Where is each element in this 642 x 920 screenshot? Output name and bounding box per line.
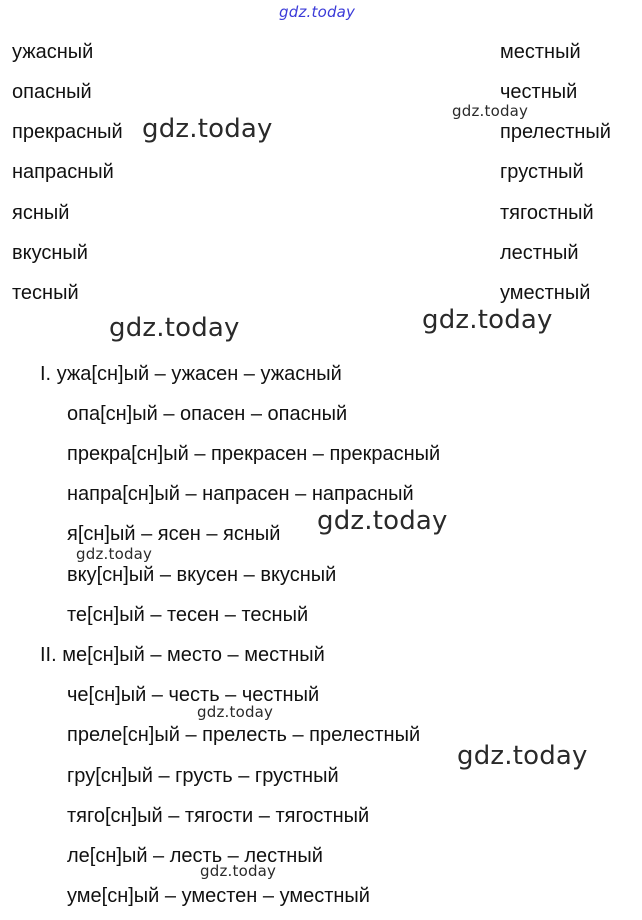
watermark: gdz.today [457,741,588,771]
word-left-6: вкусный [12,242,88,264]
word-left-4: напрасный [12,161,114,183]
section-2-line-5: тяго[сн]ый – тягости – тягостный [67,805,370,827]
section-2-line-6: ле[сн]ый – лесть – лестный [67,845,323,867]
section-2-numeral: II. [40,644,57,666]
section-2-line-1 [40,643,325,667]
word-left-3: прекрасный [12,121,123,143]
section-1-line-4: напра[сн]ый – напрасен – напрасный [67,483,414,505]
watermark: gdz.today [200,862,277,880]
word-right-4: грустный [500,161,584,183]
watermark: gdz.today [142,114,273,144]
section-2-line-2: че[сн]ый – честь – честный [67,684,320,706]
section-1-line-3: прекра[сн]ый – прекрасен – прекрасный [67,443,441,465]
section-1-line-1 [40,362,342,386]
section-2-line-3: преле[сн]ый – прелесть – прелестный [67,724,421,746]
section-1-line-1-text: ужа[сн]ый – ужасен – ужасный [56,363,342,385]
watermark: gdz.today [76,545,153,563]
word-left-5: ясный [12,202,70,224]
section-1-line-7: те[сн]ый – тесен – тесный [67,604,309,626]
watermark: gdz.today [197,703,274,721]
watermark: gdz.today [109,313,240,343]
watermark: gdz.today [317,506,448,536]
word-right-5: тягостный [500,202,594,224]
word-left-7: тесный [12,282,79,304]
section-2-line-1-text: ме[сн]ый – место – местный [62,644,325,666]
word-right-6: лестный [500,242,579,264]
word-right-2: честный [500,81,578,103]
word-left-1: ужасный [12,41,94,63]
word-right-3: прелестный [500,121,611,143]
watermark: gdz.today [452,102,529,120]
watermark: gdz.today [422,305,553,335]
section-1-numeral: I. [40,363,52,385]
section-1-line-2: опа[сн]ый – опасен – опасный [67,403,348,425]
section-1-line-6: вку[сн]ый – вкусен – вкусный [67,564,337,586]
section-2-line-7: уме[сн]ый – уместен – уместный [67,885,370,907]
word-left-2: опасный [12,81,92,103]
section-1-line-5: я[сн]ый – ясен – ясный [67,523,281,545]
word-right-1: местный [500,41,581,63]
top-watermark: gdz.today [279,3,356,21]
section-2-line-4: гру[сн]ый – грусть – грустный [67,765,339,787]
word-right-7: уместный [500,282,591,304]
